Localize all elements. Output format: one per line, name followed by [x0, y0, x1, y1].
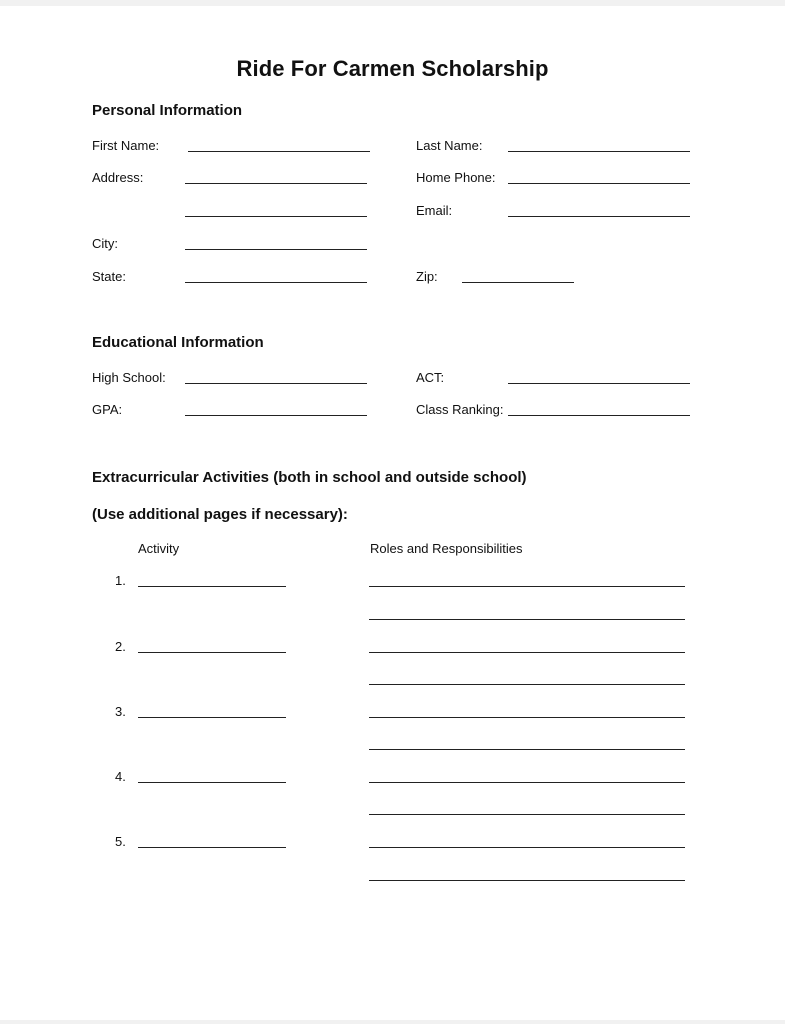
activity-field[interactable] — [138, 782, 286, 783]
class-ranking-field[interactable] — [508, 415, 690, 416]
last-name-field[interactable] — [508, 151, 690, 152]
zip-field[interactable] — [462, 282, 574, 283]
roles-field[interactable] — [369, 814, 685, 815]
high-school-label: High School: — [92, 370, 166, 385]
roles-field[interactable] — [369, 652, 685, 653]
activity-column-header: Activity — [138, 541, 180, 556]
zip-label: Zip: — [416, 269, 438, 284]
last-name-label: Last Name: — [416, 138, 483, 153]
email-label: Email: — [416, 203, 453, 218]
address-field-line-2[interactable] — [185, 216, 367, 217]
section-heading-education: Educational Information — [92, 334, 264, 351]
act-field[interactable] — [508, 383, 690, 384]
class-ranking-label: Class Ranking: — [416, 402, 504, 417]
roles-field[interactable] — [369, 749, 685, 750]
activity-number: 1. — [115, 573, 126, 588]
gpa-field[interactable] — [185, 415, 367, 416]
first-name-label: First Name: — [92, 138, 160, 153]
roles-field[interactable] — [369, 586, 685, 587]
activity-number: 5. — [115, 834, 126, 849]
activity-field[interactable] — [138, 717, 286, 718]
page-title: Ride For Carmen Scholarship — [236, 56, 549, 81]
roles-field[interactable] — [369, 684, 685, 685]
roles-column-header: Roles and Responsibilities — [370, 541, 523, 556]
act-label: ACT: — [416, 370, 445, 385]
roles-field[interactable] — [369, 880, 685, 881]
form-page — [0, 6, 785, 1020]
activity-field[interactable] — [138, 586, 286, 587]
activity-number: 3. — [115, 704, 126, 719]
email-field[interactable] — [508, 216, 690, 217]
additional-pages-note: (Use additional pages if necessary): — [92, 506, 348, 523]
address-field-line-1[interactable] — [185, 183, 367, 184]
home-phone-label: Home Phone: — [416, 170, 496, 185]
activity-number: 2. — [115, 639, 126, 654]
activity-field[interactable] — [138, 652, 286, 653]
first-name-field[interactable] — [188, 151, 370, 152]
high-school-field[interactable] — [185, 383, 367, 384]
roles-field[interactable] — [369, 619, 685, 620]
activity-field[interactable] — [138, 847, 286, 848]
state-label: State: — [92, 269, 126, 284]
city-label: City: — [92, 236, 118, 251]
state-field[interactable] — [185, 282, 367, 283]
roles-field[interactable] — [369, 782, 685, 783]
roles-field[interactable] — [369, 847, 685, 848]
gpa-label: GPA: — [92, 402, 123, 417]
roles-field[interactable] — [369, 717, 685, 718]
section-heading-personal: Personal Information — [92, 102, 243, 119]
address-label: Address: — [92, 170, 144, 185]
home-phone-field[interactable] — [508, 183, 690, 184]
city-field[interactable] — [185, 249, 367, 250]
section-heading-extracurricular: Extracurricular Activities (both in school and outside school) — [92, 469, 527, 486]
activity-number: 4. — [115, 769, 126, 784]
